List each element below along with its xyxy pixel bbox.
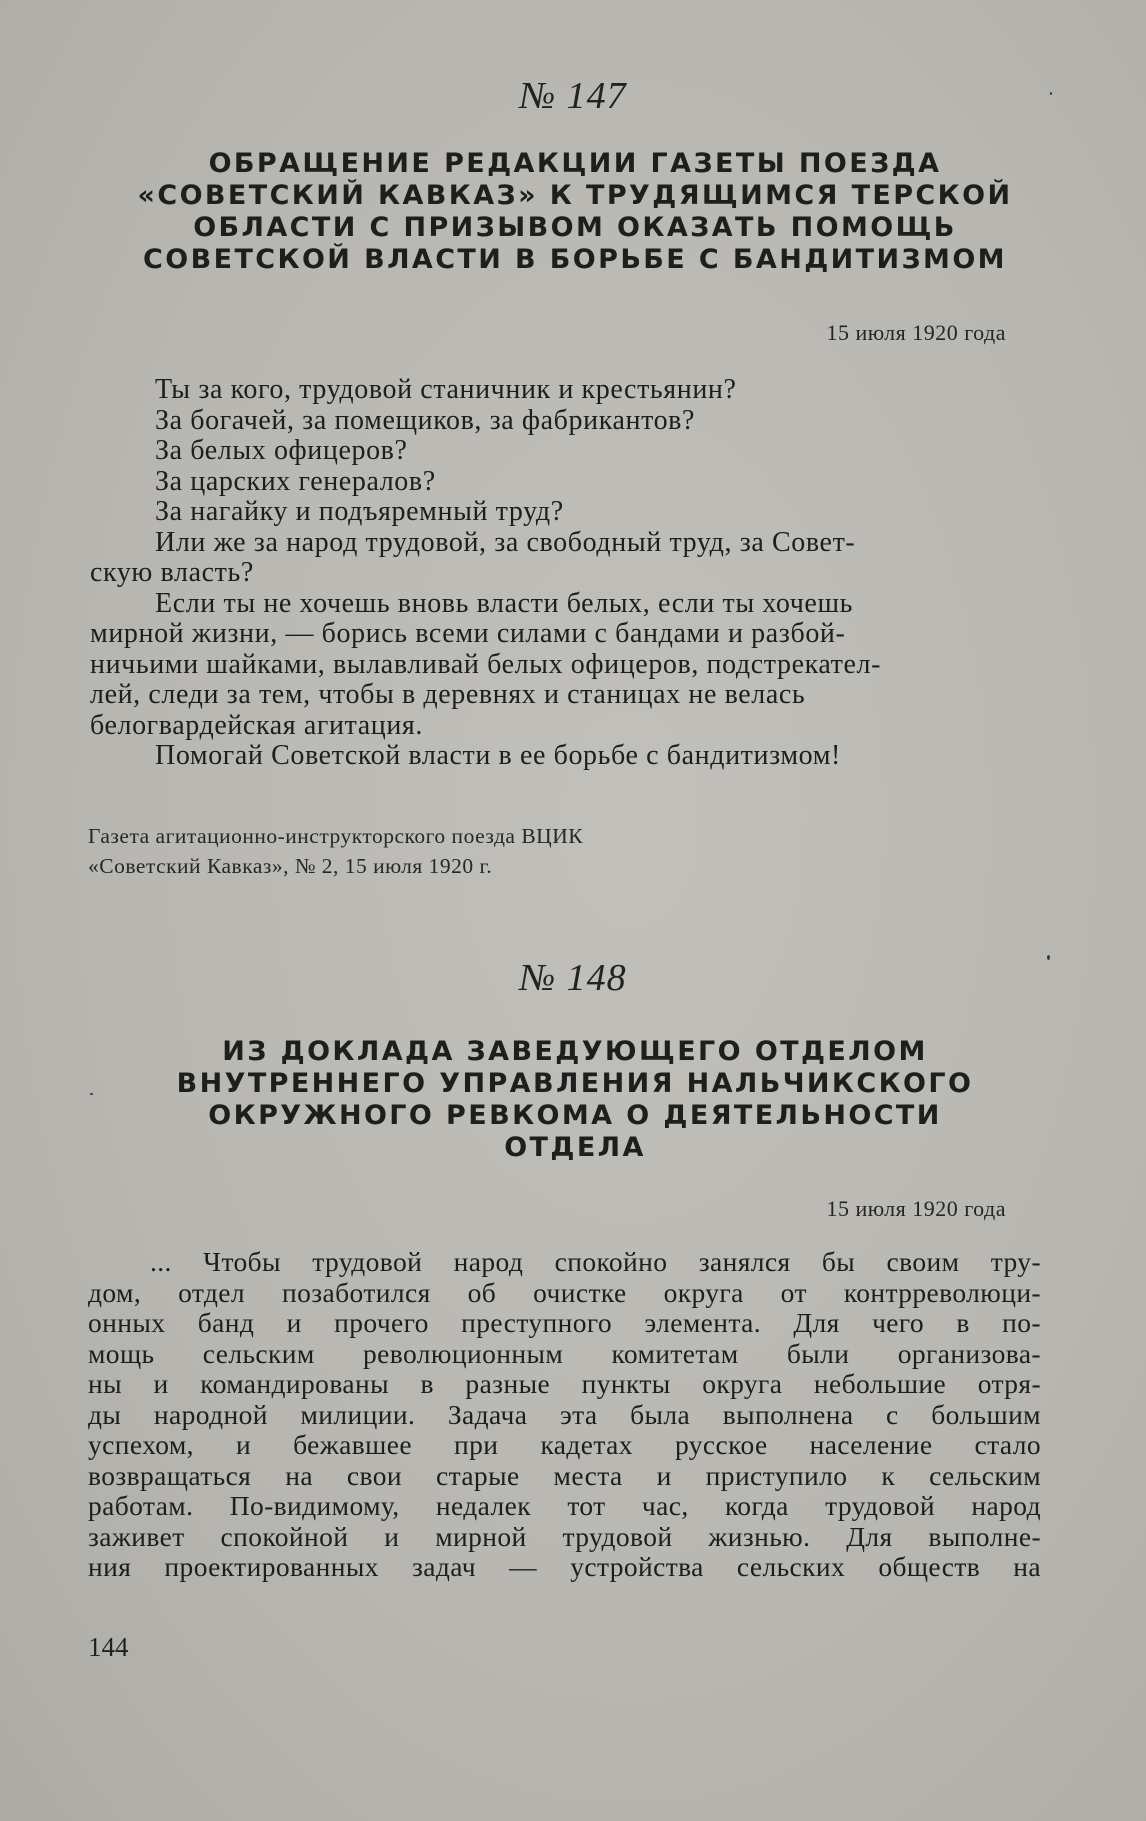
doc-147-source-line: «Советский Кавказ», № 2, 15 июля 1920 г. <box>88 854 493 878</box>
doc-147-line: ничьими шайками, вылавливай белых офицеров, подстрекател- <box>90 648 882 680</box>
doc-148-number: № 148 <box>519 957 627 999</box>
doc-148-line: ны и командированы в разные пункты округа небольшие отря- <box>88 1368 1041 1399</box>
doc-147-source <box>88 821 583 881</box>
scan-speck <box>90 1093 93 1095</box>
doc-148-line: ды народной милиции. Задача эта была выполнена с большим <box>88 1398 1041 1430</box>
doc-148-line: ния проектированных задач — устройства сельских обществ на <box>88 1551 1041 1582</box>
doc-147-line: За богачей, за помещиков, за фабрикантов? <box>155 404 696 436</box>
doc-147-line: За белых офицеров? <box>155 435 408 466</box>
doc-147-title-line: ОБРАЩЕНИЕ РЕДАКЦИИ ГАЗЕТЫ ПОЕЗДА <box>208 148 942 179</box>
doc-148-title-line: ИЗ ДОКЛАДА ЗАВЕДУЮЩЕГО ОТДЕЛОМ <box>222 1036 928 1067</box>
doc-148-line: работам. По-видимому, недалек тот час, когда трудовой народ <box>88 1490 1041 1521</box>
page-number: 144 <box>88 1632 129 1662</box>
doc-148-line: дом, отдел позаботился об очистке округа от контрреволюци- <box>88 1276 1041 1308</box>
doc-148-line: успехом, и бежавшее при кадетах русское население стало <box>88 1429 1041 1460</box>
scan-speck <box>1050 92 1052 95</box>
doc-147-title <box>110 148 1040 276</box>
doc-147-title-line: «СОВЕТСКИЙ КАВКАЗ» К ТРУДЯЩИМСЯ ТЕРСКОЙ <box>137 180 1013 211</box>
doc-147-line: Помогай Советской власти в ее борьбе с бандитизмом! <box>155 740 841 771</box>
doc-147-title-line: СОВЕТСКОЙ ВЛАСТИ В БОРЬБЕ С БАНДИТИЗМОМ <box>143 244 1007 275</box>
doc-147-line: мирной жизни, — борись всеми силами с бандами и разбой- <box>90 618 846 649</box>
doc-148-title-line: ВНУТРЕННЕГО УПРАВЛЕНИЯ НАЛЬЧИКСКОГО <box>176 1068 974 1099</box>
doc-148-line: мощь сельским революционным комитетам были организова- <box>88 1337 1041 1369</box>
doc-147-line: лей, следи за тем, чтобы в деревнях и станицах не велась <box>90 679 806 710</box>
doc-148-line: онных банд и прочего преступного элемента. Для чего в по- <box>88 1307 1041 1338</box>
doc-148-text <box>88 1247 1041 1583</box>
doc-147-line: За царских генералов? <box>155 465 436 497</box>
doc-148-title-line: ОКРУЖНОГО РЕВКОМА О ДЕЯТЕЛЬНОСТИ <box>208 1100 942 1131</box>
doc-148-line: заживет спокойной и мирной трудовой жизнью. Для выполне- <box>88 1520 1041 1552</box>
doc-147-line: Или же за народ трудовой, за свободный труд, за Совет- <box>155 526 856 558</box>
doc-147-line: За нагайку и подъяремный труд? <box>155 496 564 527</box>
doc-147-number: № 147 <box>519 75 627 117</box>
doc-148-line: ... Чтобы трудовой народ спокойно занялся бы своим тру- <box>150 1246 1041 1277</box>
doc-147-line: белогвардейская агитация. <box>90 709 423 741</box>
doc-147-line: Ты за кого, трудовой станичник и крестьянин? <box>155 374 737 405</box>
doc-147-line: скую власть? <box>90 557 254 588</box>
doc-147-title-line: ОБЛАСТИ С ПРИЗЫВОМ ОКАЗАТЬ ПОМОЩЬ <box>193 212 957 243</box>
doc-147-date: 15 июля 1920 года <box>826 320 1006 345</box>
doc-148-date: 15 июля 1920 года <box>826 1196 1006 1221</box>
doc-148-title-line: ОТДЕЛА <box>504 1132 646 1163</box>
doc-147-source-line: Газета агитационно-инструкторского поезда ВЦИК <box>88 824 584 848</box>
doc-148-line: возвращаться на свои старые места и приступило к сельским <box>88 1459 1041 1491</box>
doc-147-text <box>90 374 882 772</box>
doc-148-title <box>110 1036 1040 1164</box>
scan-speck <box>1047 955 1050 960</box>
doc-147-line: Если ты не хочешь вновь власти белых, если ты хочешь <box>155 587 853 619</box>
